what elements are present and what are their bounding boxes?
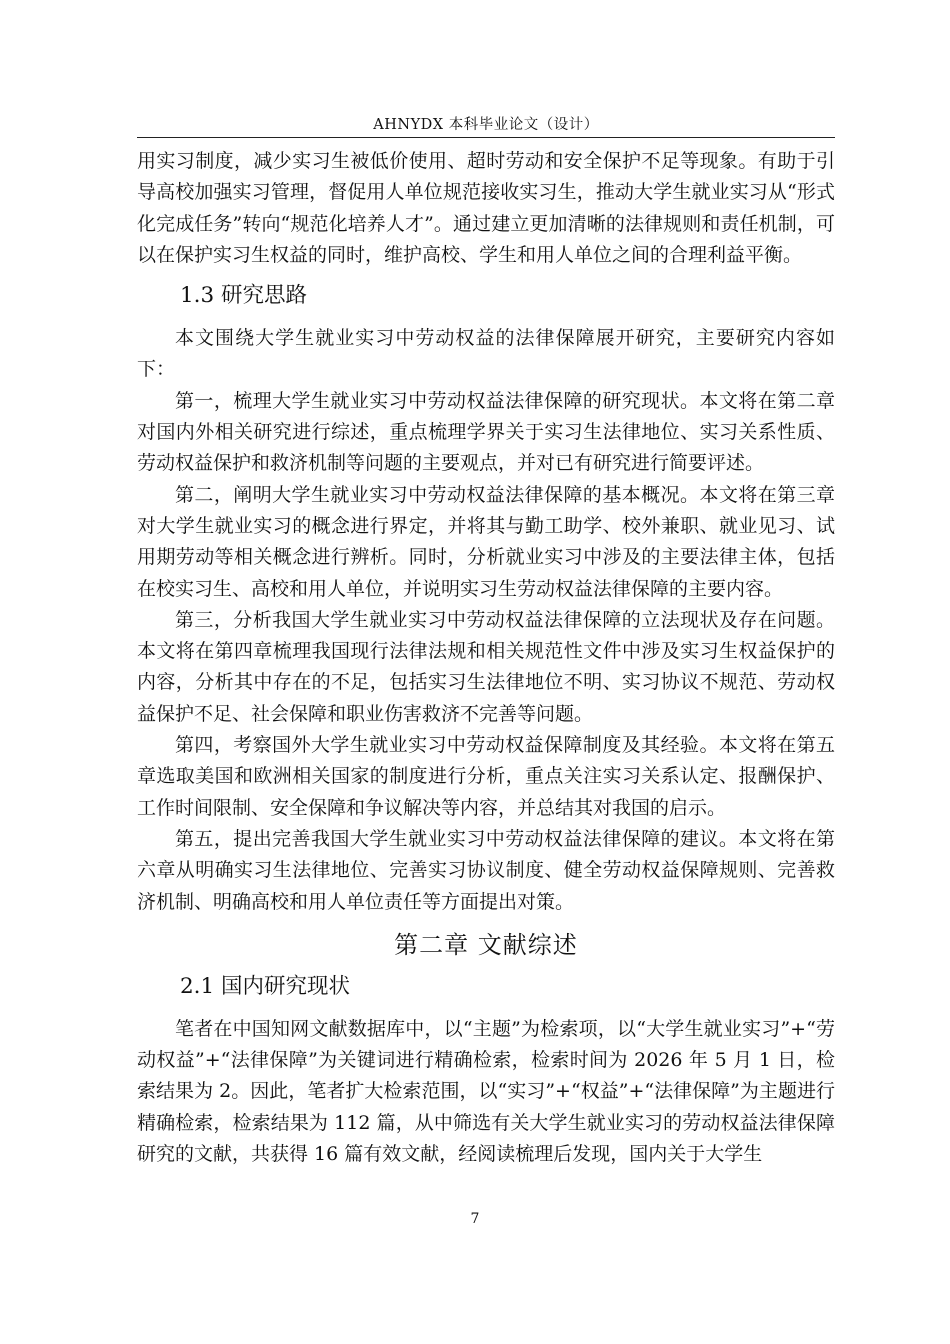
header-divider [137, 137, 835, 138]
body-paragraph: 第二，阐明大学生就业实习中劳动权益法律保障的基本概况。本文将在第三章对大学生就业实习的概念进行界定，并将其与勤工助学、校外兼职、就业见习、试用期劳动等相关概念进行辨析。同时，分析就业实习中涉及的主要法律主体，包括在校实习生、高校和用人单位，并说明实习生劳动权益法律保障的主要内容。 [137, 483, 835, 600]
body-paragraph: 本文围绕大学生就业实习中劳动权益的法律保障展开研究，主要研究内容如下： [137, 327, 835, 381]
body-paragraph: 第三，分析我国大学生就业实习中劳动权益法律保障的立法现状及存在问题。本文将在第四章梳理我国现行法律法规和相关规范性文件中涉及实习生权益保护的内容，分析其中存在的不足，包括实习生法律地位不明、实习协议不规范、劳动权益保护不足、社会保障和职业伤害救济不完善等问题。 [137, 608, 835, 725]
body-paragraph: 第五，提出完善我国大学生就业实习中劳动权益法律保障的建议。本文将在第六章从明确实习生法律地位、完善实习协议制度、健全劳动权益保障规则、完善救济机制、明确高校和用人单位责任等方面提出对策。 [137, 827, 835, 913]
body-paragraph: 第四，考察国外大学生就业实习中劳动权益保障制度及其经验。本文将在第五章选取美国和欧洲相关国家的制度进行分析，重点关注实习关系认定、报酬保护、工作时间限制、安全保障和争议解决等内容，并总结其对我国的启示。 [137, 734, 835, 819]
document-body [137, 146, 835, 1170]
body-paragraph: 笔者在中国知网文献数据库中，以“主题”为检索项，以“大学生就业实习”+“劳动权益”+“法律保障”为关键词进行精确检索，检索时间为 2026 年 5 月 1 日，检索结果为 2。因此，笔者扩大检索范围，以“实习”+“权益”+“法律保障”为主题进行精确检索，检索结果为 112 篇，从中筛选有关大学生就业实习的劳动权益法律保障研究的文献，共获得 16 篇有效文献，经阅读梳理后发现，国内关于大学生 [137, 1017, 835, 1166]
section-heading-2-1: 2.1 国内研究现状 [180, 973, 351, 999]
body-paragraph: 第一，梳理大学生就业实习中劳动权益法律保障的研究现状。本文将在第二章对国内外相关研究进行综述，重点梳理学界关于实习生法律地位、实习关系性质、劳动权益保护和救济机制等问题的主要观点，并对已有研究进行简要评述。 [137, 389, 835, 475]
page-number: 7 [470, 1211, 480, 1227]
chapter-heading: 第二章 文献综述 [394, 930, 578, 959]
section-heading-1-3: 1.3 研究思路 [180, 283, 308, 309]
body-paragraph: 用实习制度，减少实习生被低价使用、超时劳动和安全保护不足等现象。有助于引导高校加强实习管理，督促用人单位规范接收实习生，推动大学生就业实习从“形式化完成任务”转向“规范化培养人才”。通过建立更加清晰的法律规则和责任机制，可以在保护实习生权益的同时，维护高校、学生和用人单位之间的合理利益平衡。 [137, 150, 835, 266]
running-header: AHNYDX 本科毕业论文（设计） [373, 117, 599, 133]
